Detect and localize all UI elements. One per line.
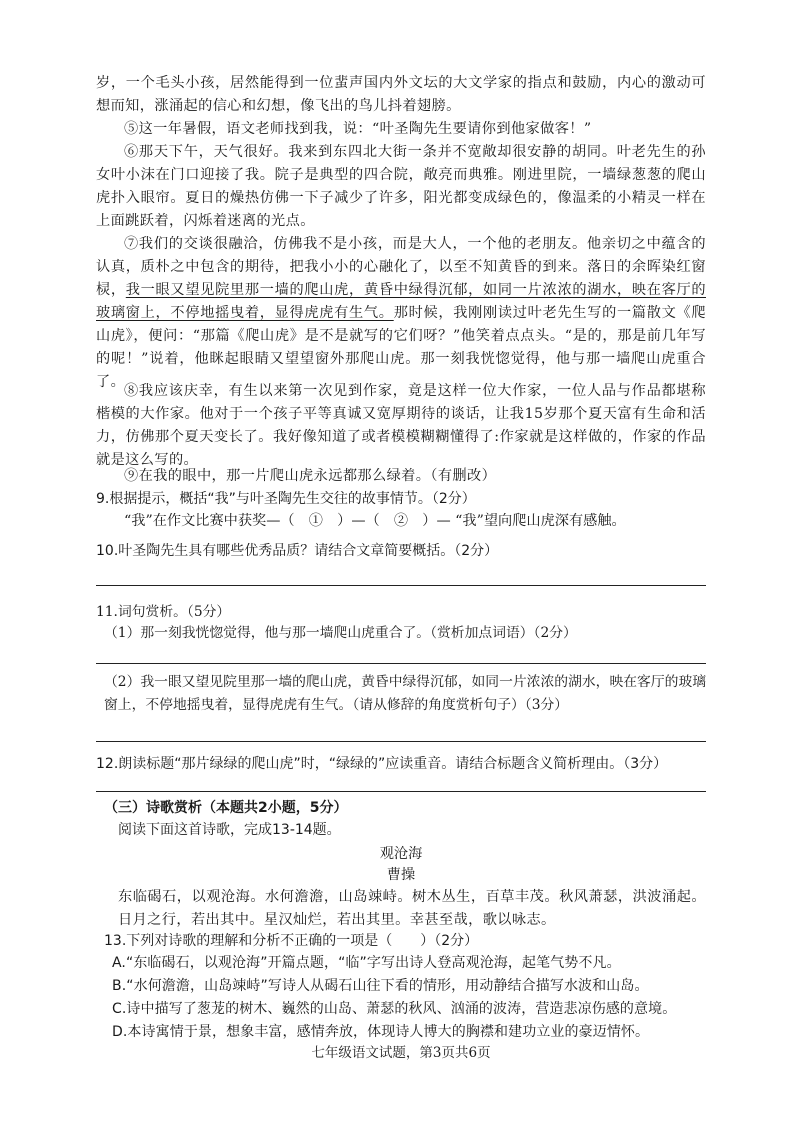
poem-author: 曹操 — [386, 867, 416, 883]
answer-line-q12 — [96, 791, 706, 792]
poem-title: 观沧海 — [379, 846, 423, 862]
passage-paragraph-9: ⑨在我的眼中，那一片爬山虎永远都那么绿着。（有删改） — [124, 468, 497, 484]
passage-paragraph-continued: 岁，一个毛头小孩，居然能得到一位蜚声国内外文坛的大文学家的指点和鼓励，内心的激动可想而知，涨涌起的信心和幻想，像飞出的鸟儿抖着翅膀。 — [96, 75, 706, 114]
question-11: 11.词句赏析。（5分） — [96, 604, 231, 620]
question-12: 12.朗读标题“那片绿绿的爬山虎”时，“绿绿的”应读重音。请结合标题含义简析理由。（3分） — [96, 756, 668, 772]
question-13-option-a: A.“东临碣石，以观沧海”开篇点题，“临”字写出诗人登高观沧海，起笔气势不凡。 — [112, 955, 621, 971]
passage-paragraph-5: ⑤这一年暑假，语文老师找到我，说：“叶圣陶先生要请你到他家做客！” — [124, 121, 592, 137]
section-3-instruction: 阅读下面这首诗歌，完成13-14题。 — [118, 822, 341, 838]
question-11-part-1: （1）那一刻我恍惚觉得，他与那一墙爬山虎重合了。（赏析加点词语）（2分） — [104, 625, 577, 641]
passage-paragraph-8: ⑧我应该庆幸，有生以来第一次见到作家，竟是这样一位大作家，一位人品与作品都堪称楷模的大作家。他对于一个孩子平等真诚又宽厚期待的谈话，让我15岁那个夏天富有生命和活力，仿佛那个夏天变长了。我好像知道了或者模模糊糊懂得了:作家就是这样做的，作家的作品就是这么写的。 — [96, 383, 706, 468]
question-10: 10.叶圣陶先生具有哪些优秀品质？请结合文章简要概括。（2分） — [96, 543, 499, 559]
question-9-hint: “我”在作文比赛中获奖—（ ① ）—（ ② ）— “我”望向爬山虎深有感触。 — [124, 513, 626, 529]
answer-line-q11-2 — [96, 741, 706, 742]
passage-paragraph-7 — [96, 233, 706, 394]
question-13: 13.下列对诗歌的理解和分析不正确的一项是（ ）（2分） — [104, 933, 479, 949]
section-3-heading: （三）诗歌赏析（本题共2小题，5分） — [104, 800, 348, 816]
poem-body: 东临碣石，以观沧海。水何澹澹，山岛竦峙。树木丛生，百草丰茂。秋风萧瑟，洪波涌起。日月之行，若出其中。星汉灿烂，若出其里。幸甚至哉，歌以咏志。 — [118, 889, 706, 928]
p7-text-a: ⑦我们的交谈很融洽，仿佛我不是小孩，而是大人，一个他的老朋友。他亲切之中蕴含的认真，质朴之中包含的期待，把我小小的心融化了，以至不知黄昏的到来。落日的余晖染红窗棂， — [96, 236, 706, 298]
question-13-option-c: C.诗中描写了葱茏的树木、巍然的山岛、萧瑟的秋风、汹涌的波涛，营造悲凉伤感的意境。 — [112, 1001, 677, 1017]
question-13-option-d: D.本诗寓情于景，想象丰富，感情奔放，体现诗人博大的胸襟和建功立业的豪迈情怀。 — [112, 1024, 650, 1040]
answer-line-q10 — [96, 585, 706, 586]
question-11-part-2: （2）我一眼又望见院里那一墙的爬山虎，黄昏中绿得沉郁，如同一片浓浓的湖水，映在客厅的玻璃窗上，不停地摇曳着，显得虎虎有生气。（请从修辞的角度赏析句子）（3分） — [104, 674, 707, 713]
question-13-option-b: B.“水何澹澹，山岛竦峙”写诗人从碣石山往下看的情形，用动静结合描写水波和山岛。 — [112, 978, 649, 994]
p7-text-b: 那时候，我刚刚读过叶老先生写的一篇散文《爬山虎》，便问：“那篇《爬山虎》是不是就写的它们呀？”他笑着点点头。“是的，那是前几年写的呢！”说着，他眯起眼睛又望望窗外那爬山虎。那一刻我恍惚觉得，他与那一墙爬山虎重合了。 — [96, 305, 706, 390]
answer-line-q11-1 — [96, 663, 706, 664]
passage-paragraph-6: ⑥那天下午，天气很好。我来到东四北大街一条并不宽敞却很安静的胡同。叶老先生的孙女叶小沫在门口迎接了我。院子是典型的四合院，敞亮而典雅。刚进里院，一墙绿葱葱的爬山虎扑入眼帘。夏日的燥热仿佛一下子减少了许多，阳光都变成绿色的，像温柔的小精灵一样在上面跳跃着，闪烁着迷离的光点。 — [96, 144, 706, 229]
p7-underlined-sentence: 我一眼又望见院里那一墙的爬山虎，黄昏中绿得沉郁，如同一片浓浓的湖水，映在客厅的玻璃窗上，不停地摇曳着，显得虎虎有生气。 — [96, 282, 706, 321]
question-9: 9.根据提示，概括“我”与叶圣陶先生交往的故事情节。（2分） — [96, 491, 476, 507]
page-footer: 七年级语文试题，第3页共6页 — [311, 1045, 491, 1061]
